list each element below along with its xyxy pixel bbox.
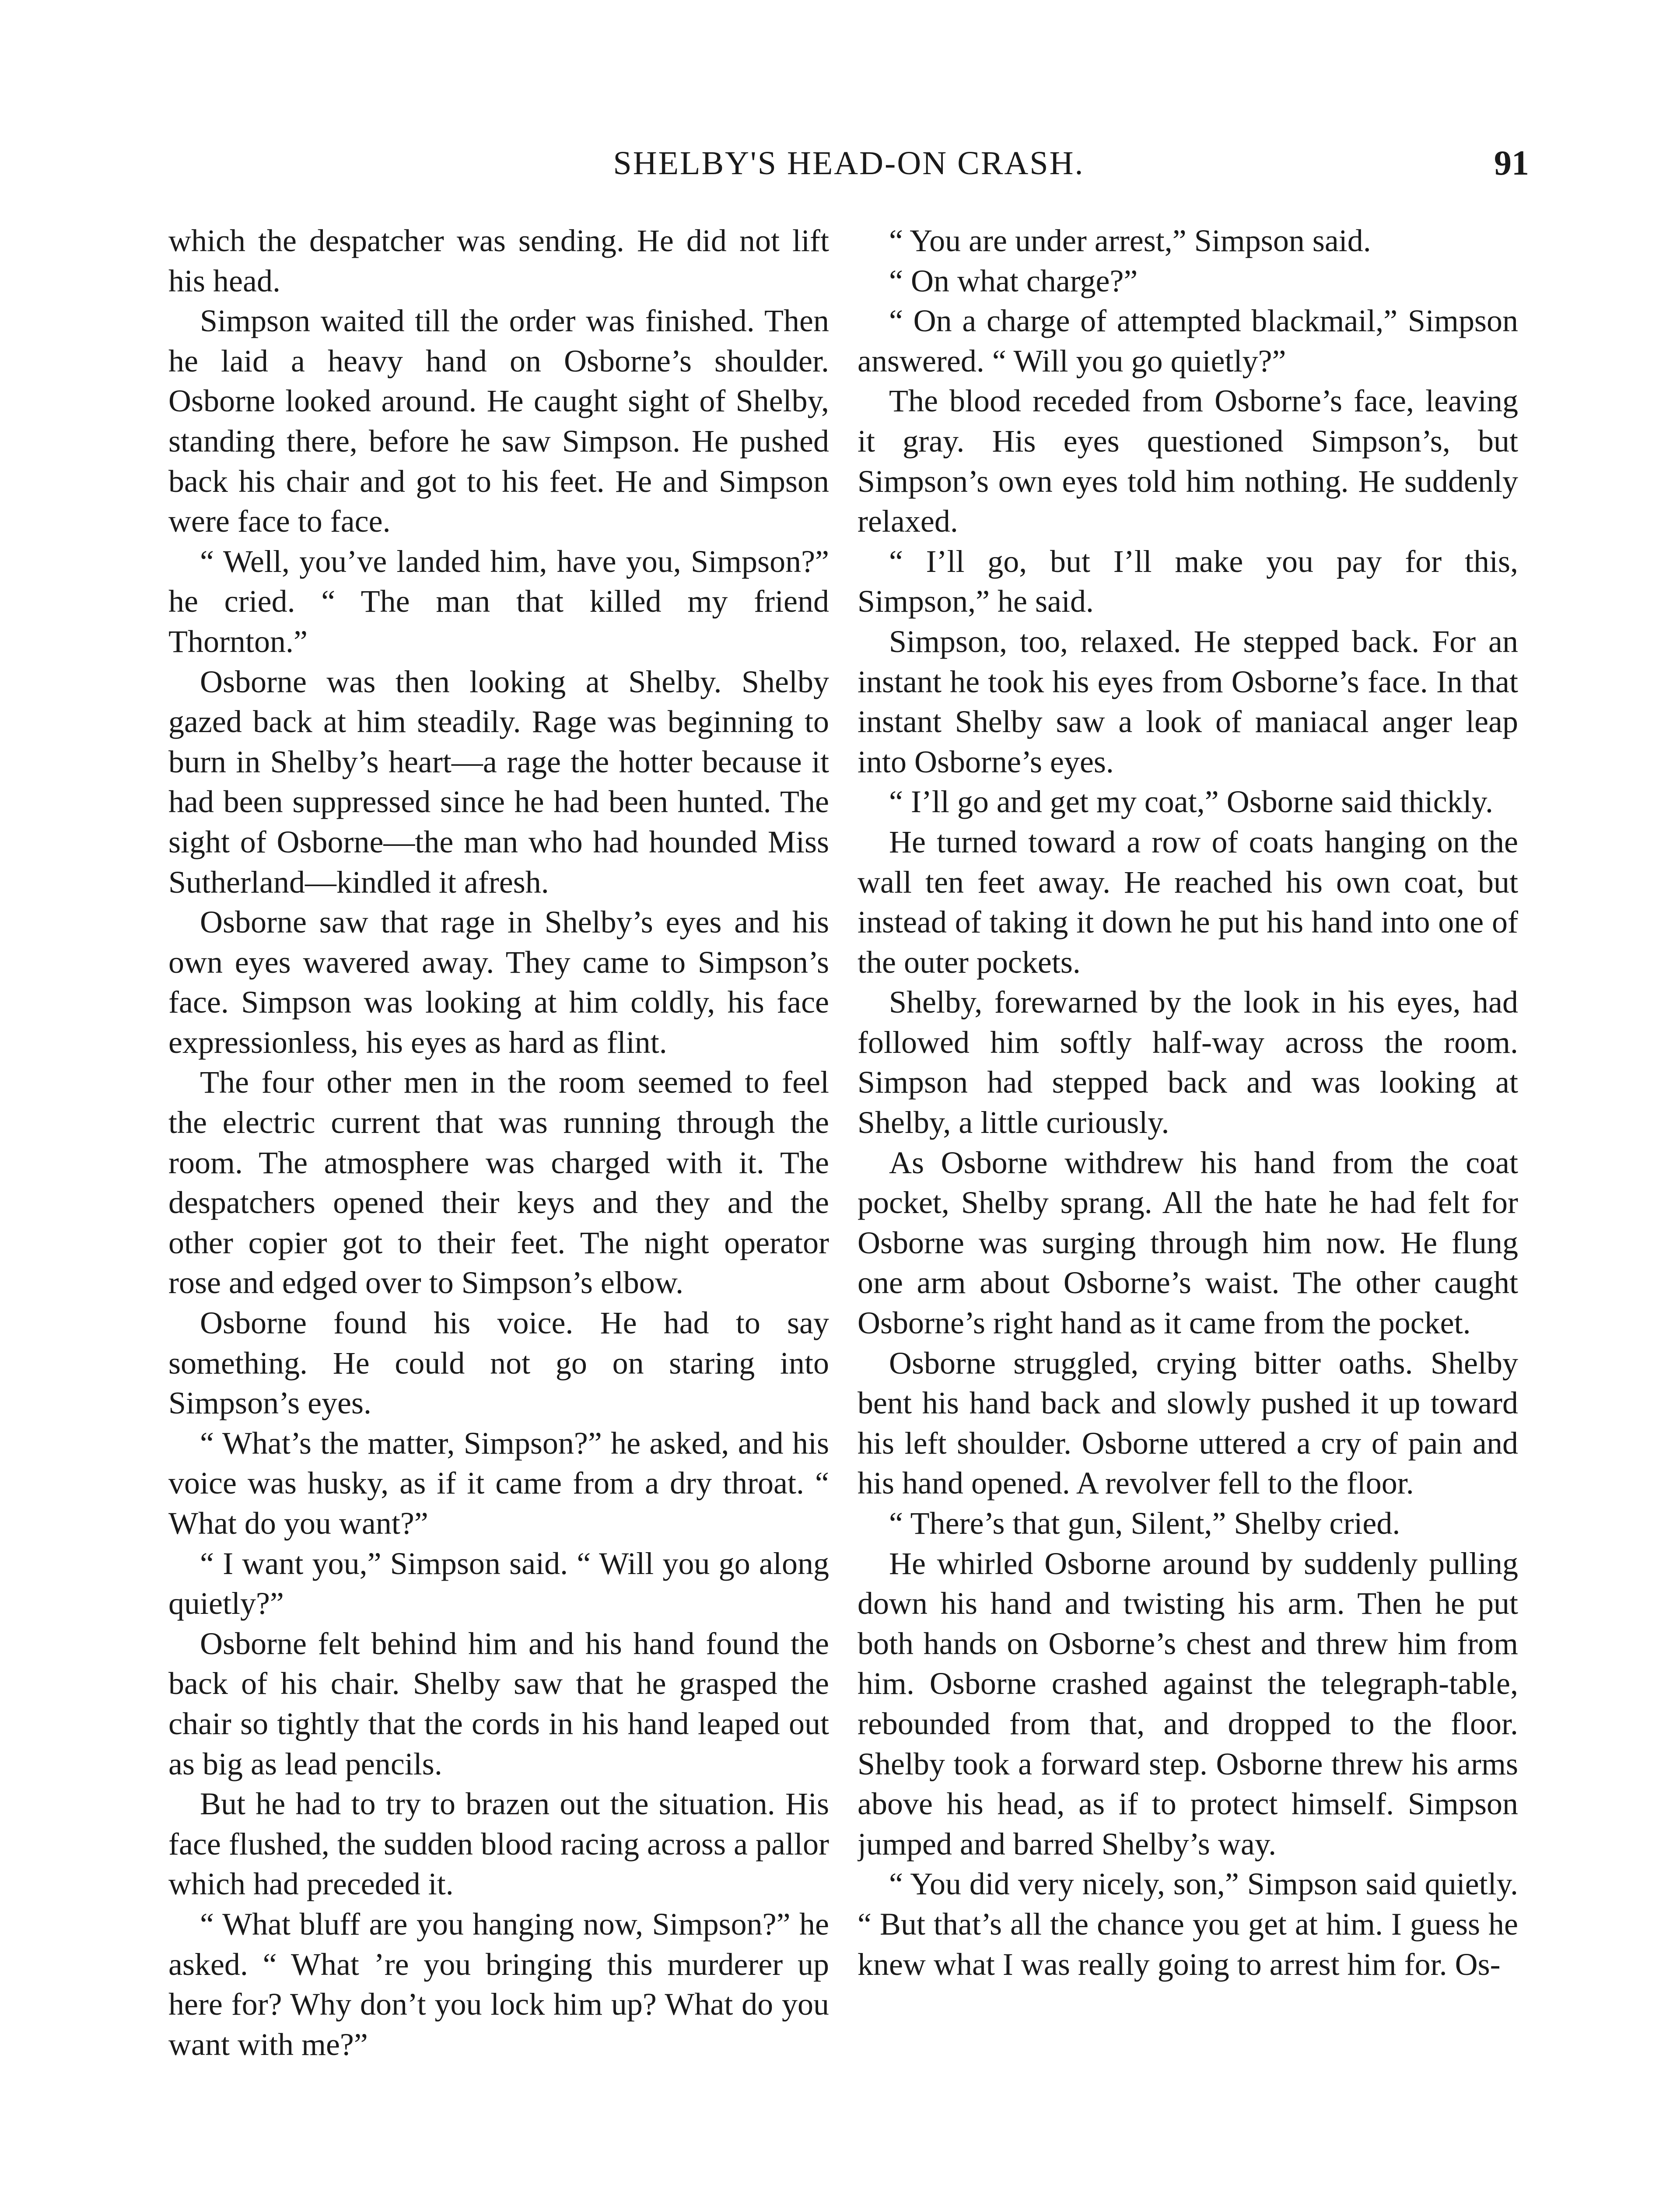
page-number: 91 [1494,144,1529,182]
paragraph: He whirled Osborne around by suddenly pulling down his hand and twisting his arm. Then he put both hands on Osborne’s chest and threw him from him. Osborne crashed against the telegraph-table, rebounded from that, and dropped to the floor. Shelby took a forward step. Osborne threw his arms above his head, as if to protect himself. Simpson jumped and barred Shelby’s way. [858,1546,1518,1862]
paragraph: “ I’ll go and get my coat,” Osborne said thickly. [889,784,1493,820]
paragraph: As Osborne withdrew his hand from the coat pocket, Shelby sprang. All the hate he had felt for Osborne was surging through him now. He flung one arm about Osborne’s waist. The other caught Osborne’s right hand as it came from the pocket. [858,1145,1518,1341]
paragraph: But he had to try to brazen out the situation. His face flushed, the sudden blood racing across a pallor which had preceded it. [168,1786,829,1902]
paragraph: Osborne struggled, crying bitter oaths. Shelby bent his hand back and slowly pushed it up toward his left shoulder. Osborne uttered a cry of pain and his hand opened. A revolver fell to the floor. [858,1345,1518,1501]
paragraph: which the despatcher was sending. He did not lift his head. [168,223,829,298]
paragraph: Osborne found his voice. He had to say something. He could not go on staring into Simpson’s eyes. [168,1305,829,1421]
left-column [168,221,829,2188]
paragraph: Shelby, forewarned by the look in his eyes, had followed him softly half-way across the room. Simpson had stepped back and was looking at Shelby, a little curiously. [858,985,1518,1140]
paragraph: Osborne was then looking at Shelby. Shelby gazed back at him steadily. Rage was beginning to burn in Shelby’s heart—a rage the hotter because it had been suppressed since he had been hunted. The sight of Osborne—the man who had hounded Miss Sutherland—kindled it afresh. [168,664,829,900]
paragraph: “ What bluff are you hanging now, Simpson?” he asked. “ What ’re you bringing this murderer up here for? Why don’t you lock him up? What do you want with me?” [168,1906,829,2062]
paragraph: “ You are under arrest,” Simpson said. [889,223,1371,258]
paragraph: He turned toward a row of coats hanging on the wall ten feet away. He reached his own coat, but instead of taking it down he put his hand into one of the outer pockets. [858,824,1518,980]
paragraph: “ I want you,” Simpson said. “ Will you go along quietly?” [168,1546,829,1621]
paragraph: Osborne saw that rage in Shelby’s eyes and his own eyes wavered away. They came to Simpson’s face. Simpson was looking at him coldly, his face expressionless, his eyes as hard as flint. [168,905,829,1060]
paragraph: “ I’ll go, but I’ll make you pay for this, Simpson,” he said. [858,543,1518,619]
paragraph: “ Well, you’ve landed him, have you, Simpson?” he cried. “ The man that killed my friend Thornton.” [168,543,829,659]
right-column [858,221,1518,2188]
paragraph: The blood receded from Osborne’s face, leaving it gray. His eyes questioned Simpson’s, but Simpson’s own eyes told him nothing. He suddenly relaxed. [858,383,1518,539]
paragraph: “ On a charge of attempted blackmail,” Simpson answered. “ Will you go quietly?” [858,303,1518,379]
paragraph: The four other men in the room seemed to feel the electric current that was running through the room. The atmosphere was charged with it. The despatchers opened their keys and they and the other copier got to their feet. The night operator rose and edged over to Simpson’s elbow. [168,1065,829,1301]
paragraph: “ On what charge?” [889,263,1138,298]
running-title: SHELBY'S HEAD-ON CRASH. [613,145,1085,182]
paragraph: Simpson, too, relaxed. He stepped back. For an instant he took his eyes from Osborne’s face. In that instant Shelby saw a look of maniacal anger leap into Osborne’s eyes. [858,624,1518,779]
running-head [168,139,1529,187]
paragraph: “ You did very nicely, son,” Simpson said quietly. “ But that’s all the chance you get at him. I guess he knew what I was really going to arrest him for. Os- [858,1866,1518,1982]
paragraph: “ There’s that gun, Silent,” Shelby cried. [889,1506,1400,1541]
paragraph: Osborne felt behind him and his hand found the back of his chair. Shelby saw that he grasped the chair so tightly that the cords in his hand leaped out as big as lead pencils. [168,1626,829,1781]
paragraph: “ What’s the matter, Simpson?” he asked, and his voice was husky, as if it came from a dry throat. “ What do you want?” [168,1425,829,1541]
paragraph: Simpson waited till the order was finished. Then he laid a heavy hand on Osborne’s shoulder. Osborne looked around. He caught sight of Shelby, standing there, before he saw Simpson. He pushed back his chair and got to his feet. He and Simpson were face to face. [168,303,829,539]
